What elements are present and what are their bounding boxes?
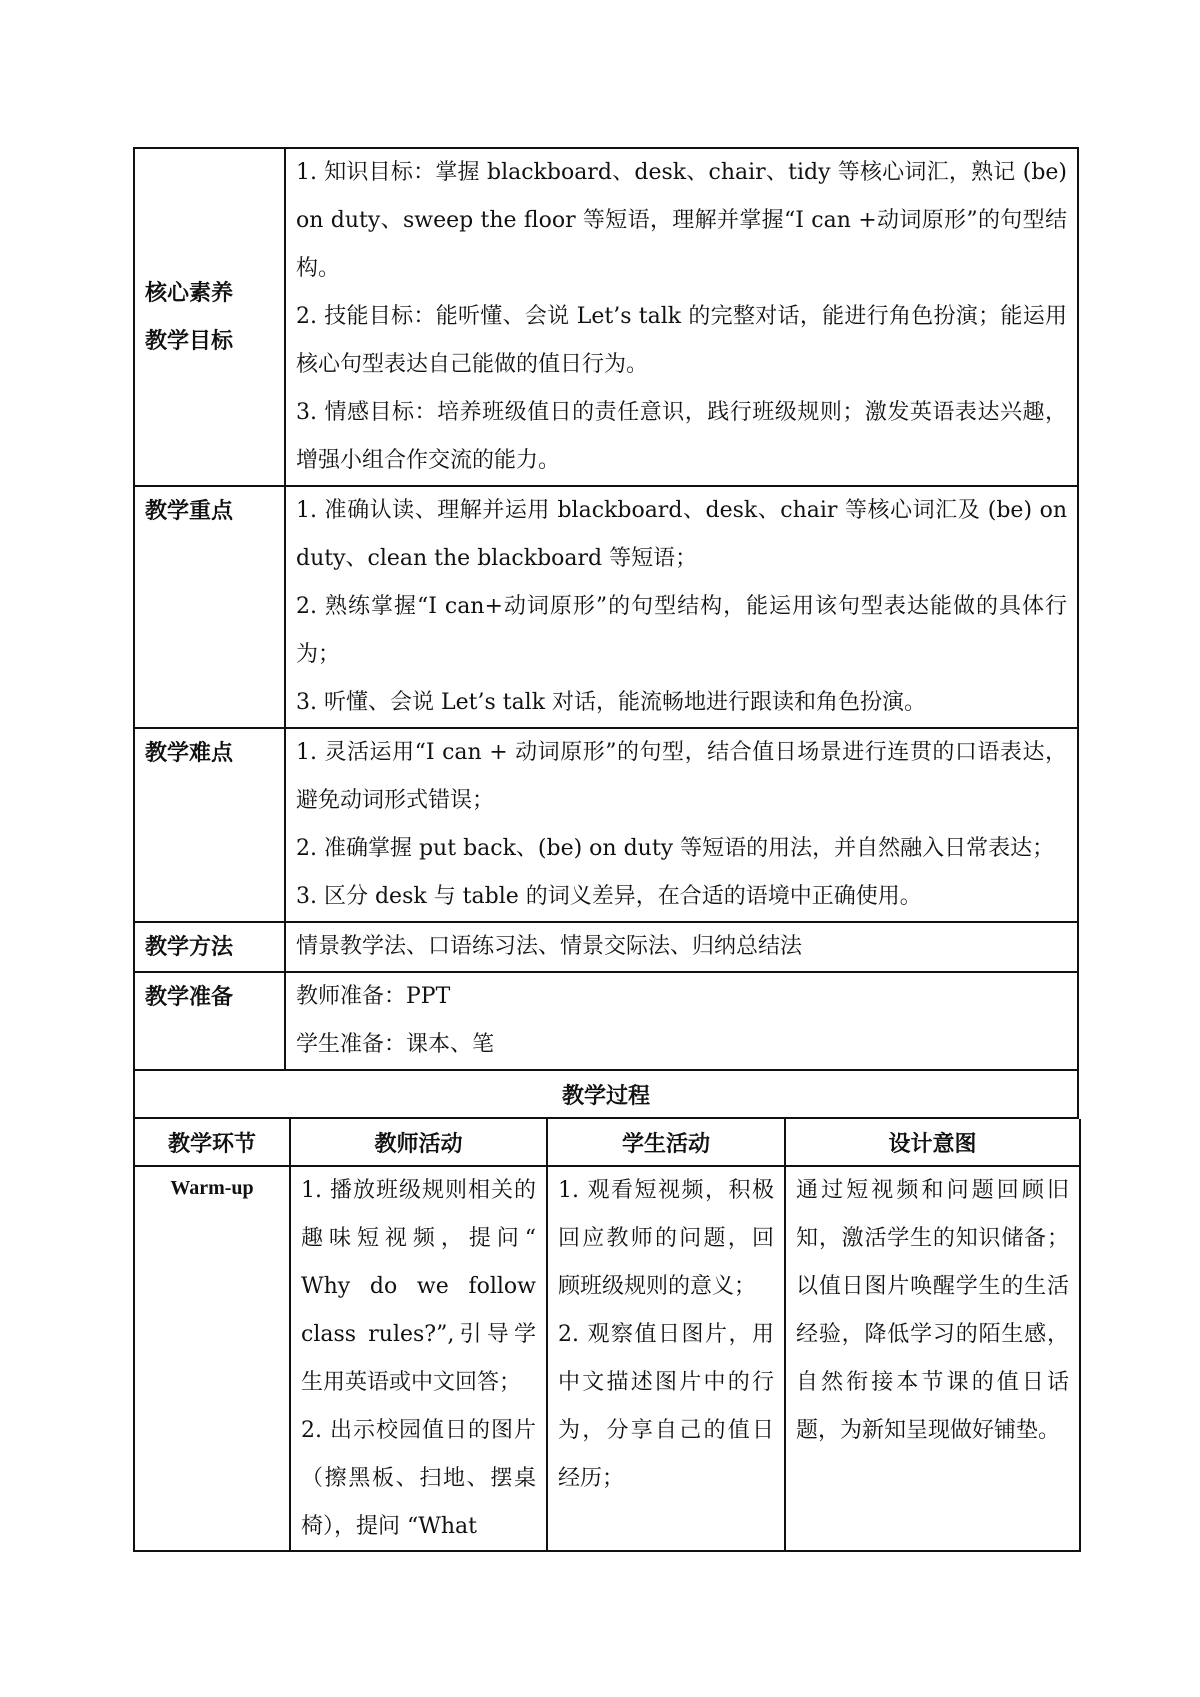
label-line: 教学重点 bbox=[145, 498, 234, 524]
process-grid bbox=[133, 1119, 1079, 1167]
difficulty-item: 1. 灵活运用“I can + 动词原形”的句型，结合值日场景进行连贯的口语表达，避免动词形式错误； bbox=[296, 740, 1067, 813]
header-teacher-activity: 教师活动 bbox=[291, 1119, 548, 1167]
row-content-core-goals bbox=[286, 149, 1079, 487]
label-line: 核心素养 bbox=[145, 280, 234, 306]
row-content-methods bbox=[286, 923, 1079, 973]
design-intent-cell bbox=[786, 1167, 1081, 1552]
row-label-key-points bbox=[135, 487, 286, 729]
student-preparation: 学生准备：课本、笔 bbox=[296, 1032, 495, 1057]
header-student-activity: 学生活动 bbox=[548, 1119, 786, 1167]
goal-knowledge: 1. 知识目标：掌握 blackboard、desk、chair、tidy 等核心词汇，熟记 (be) on duty、sweep the floor 等短语，理解并掌握“I can +动词原形”的句型结构。 bbox=[296, 160, 1067, 281]
row-label-difficulties bbox=[135, 729, 286, 923]
goal-skill: 2. 技能目标：能听懂、会说 Let’s talk 的完整对话，能进行角色扮演；能运用核心句型表达自己能做的值日行为。 bbox=[296, 304, 1067, 377]
teacher-activity-item: 2. 出示校园值日的图片（擦黑板、扫地、摆桌椅），提问 “What bbox=[301, 1418, 536, 1539]
difficulty-item: 3. 区分 desk 与 table 的词义差异，在合适的语境中正确使用。 bbox=[296, 884, 922, 909]
header-stage: 教学环节 bbox=[135, 1119, 291, 1167]
row-label-preparation bbox=[135, 973, 286, 1071]
lesson-info-grid bbox=[133, 147, 1079, 1071]
row-content-preparation bbox=[286, 973, 1079, 1071]
student-activity-cell bbox=[548, 1167, 786, 1552]
label-line: 教学准备 bbox=[145, 984, 234, 1010]
process-title: 教学过程 bbox=[133, 1071, 1079, 1119]
key-point-item: 1. 准确认读、理解并运用 blackboard、desk、chair 等核心词汇及 (be) on duty、clean the blackboard 等短语； bbox=[296, 498, 1067, 571]
design-intent-text: 通过短视频和问题回顾旧知，激活学生的知识储备；以值日图片唤醒学生的生活经验，降低学习的陌生感，自然衔接本节课的值日话题，为新知呈现做好铺垫。 bbox=[796, 1178, 1069, 1443]
row-label-core-goals bbox=[135, 149, 286, 487]
goal-emotion: 3. 情感目标：培养班级值日的责任意识，践行班级规则；激发英语表达兴趣，增强小组合作交流的能力。 bbox=[296, 400, 1067, 473]
label-line: 教学目标 bbox=[145, 328, 234, 354]
methods-text: 情景教学法、口语练习法、情景交际法、归纳总结法 bbox=[296, 934, 803, 959]
student-activity-item: 2. 观察值日图片，用中文描述图片中的行为，分享自己的值日经历； bbox=[558, 1322, 774, 1491]
teacher-activity-item: 1. 播放班级规则相关的趣味短视频，提问“ Why do we follow class rules?”,引导学生用英语或中文回答； bbox=[301, 1178, 536, 1395]
row-label-methods bbox=[135, 923, 286, 973]
teacher-activity-cell bbox=[291, 1167, 548, 1552]
label-line: 教学方法 bbox=[145, 934, 234, 960]
teacher-preparation: 教师准备：PPT bbox=[296, 984, 451, 1009]
header-design-intent: 设计意图 bbox=[786, 1119, 1081, 1167]
row-content-key-points bbox=[286, 487, 1079, 729]
key-point-item: 3. 听懂、会说 Let’s talk 对话，能流畅地进行跟读和角色扮演。 bbox=[296, 690, 927, 715]
difficulty-item: 2. 准确掌握 put back、(be) on duty 等短语的用法，并自然融入日常表达； bbox=[296, 836, 1055, 861]
student-activity-item: 1. 观看短视频，积极回应教师的问题，回顾班级规则的意义； bbox=[558, 1178, 774, 1299]
key-point-item: 2. 熟练掌握“I can+动词原形”的句型结构，能运用该句型表达能做的具体行为； bbox=[296, 594, 1067, 667]
stage-name: Warm-up bbox=[135, 1167, 291, 1552]
process-row-warmup bbox=[133, 1167, 1079, 1552]
row-content-difficulties bbox=[286, 729, 1079, 923]
lesson-plan-table bbox=[133, 147, 1079, 1552]
label-line: 教学难点 bbox=[145, 740, 234, 766]
